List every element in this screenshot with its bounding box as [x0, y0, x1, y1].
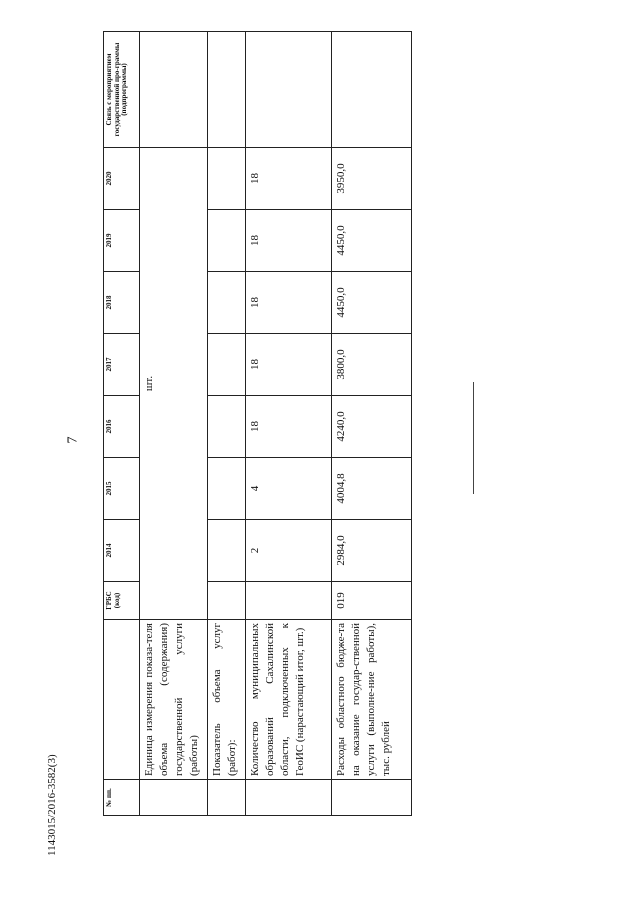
table-row [246, 32, 332, 816]
indicator-table-wrapper [103, 32, 411, 816]
row-value: 4450,0 [332, 272, 412, 334]
row-num [246, 780, 332, 816]
row-num [332, 780, 412, 816]
row-value: 18 [246, 272, 332, 334]
header-row [104, 32, 140, 816]
row-link [332, 32, 412, 148]
indicator-table [103, 31, 412, 816]
row-link [208, 32, 246, 148]
row-value: 2984,0 [332, 520, 412, 582]
row-name: Расходы областного бюдже-та на оказание государ-ственной услуги (выполне-ние работы), тыс. рублей [332, 620, 412, 780]
header-grbs: ГРБС (код) [104, 582, 140, 620]
table-row [140, 32, 208, 816]
header-year: 2017 [104, 334, 140, 396]
document-code: 1143015/2016-3582(3) [46, 754, 58, 856]
unit-cell: шт. [140, 148, 208, 620]
table-row [332, 32, 412, 816]
header-year: 2019 [104, 210, 140, 272]
row-value [208, 148, 246, 210]
table-row [208, 32, 246, 816]
row-value: 18 [246, 210, 332, 272]
header-year: 2018 [104, 272, 140, 334]
row-value [208, 334, 246, 396]
row-link [246, 32, 332, 148]
row-grbs [246, 582, 332, 620]
row-grbs [208, 582, 246, 620]
row-value: 4004,8 [332, 458, 412, 520]
header-year: 2015 [104, 458, 140, 520]
row-link [140, 32, 208, 148]
row-value: 18 [246, 148, 332, 210]
row-value [208, 210, 246, 272]
header-num: № пп. [104, 780, 140, 816]
header-year: 2020 [104, 148, 140, 210]
header-name [104, 620, 140, 780]
row-value: 4450,0 [332, 210, 412, 272]
header-year: 2016 [104, 396, 140, 458]
row-value [208, 520, 246, 582]
row-value: 2 [246, 520, 332, 582]
row-name: Единица измерения показа-теля объема (содержания) государственной услуги (работы) [140, 620, 208, 780]
row-value [208, 396, 246, 458]
row-name: Количество муниципальных образований Сахалинской области, подключенных к ГеоИС (нарастающий итог, шт.) [246, 620, 332, 780]
row-value: 18 [246, 396, 332, 458]
row-num [208, 780, 246, 816]
row-num [140, 780, 208, 816]
row-value: 3800,0 [332, 334, 412, 396]
header-link: Связь с мероприятием государственной про-граммы (подпрограммы) [104, 32, 140, 148]
header-year: 2014 [104, 520, 140, 582]
row-grbs: 019 [332, 582, 412, 620]
row-value: 18 [246, 334, 332, 396]
row-value: 4 [246, 458, 332, 520]
row-value [208, 272, 246, 334]
row-value: 3950,0 [332, 148, 412, 210]
row-name: Показатель объема услуг (работ): [208, 620, 246, 780]
divider-line [473, 382, 474, 494]
row-value [208, 458, 246, 520]
page-number: 7 [65, 436, 81, 444]
row-value: 4240,0 [332, 396, 412, 458]
